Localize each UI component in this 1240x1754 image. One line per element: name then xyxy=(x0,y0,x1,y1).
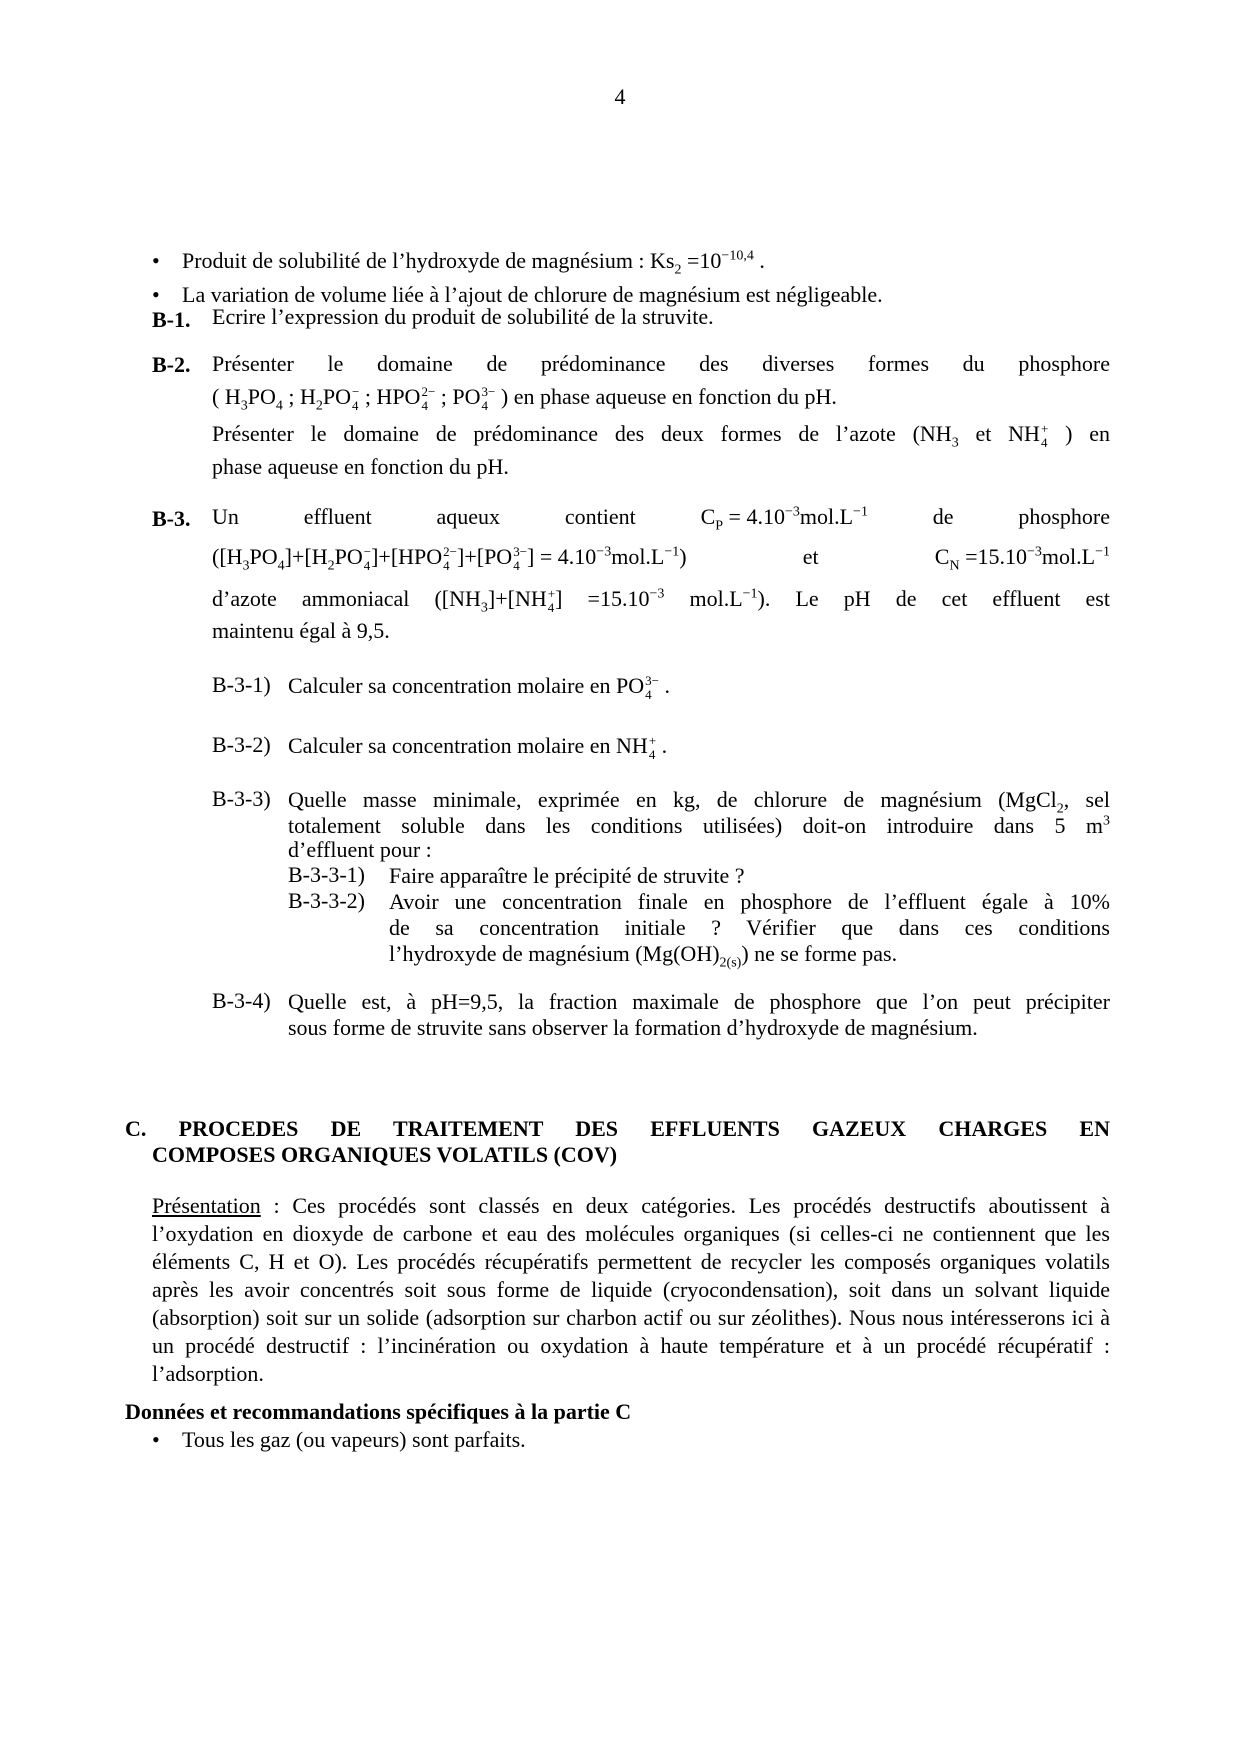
question-label-b1: B-1. xyxy=(152,307,191,332)
b2-line-4: phase aqueuse en fonction du pH. xyxy=(212,454,509,479)
b3-4-line-2: sous forme de struvite sans observer la formation d’hydroxyde de magnésium. xyxy=(288,1015,978,1040)
b3-4-line-1: Quelle est, à pH=9,5, la fraction maximale de phosphore que l’on peut précipiter xyxy=(288,989,1110,1014)
formula-nh4: NH + 4 . xyxy=(616,732,668,762)
b3-line-2: ($[H_3PO_4]+[H_2PO$ − 4 ]+[HPO 2− 4 ]+[PO 3− 4 ] = $4.10^{-3}mol.L^{-1}$) et $C_N =15.10^{-3}mol.L^{-1}$ xyxy=(212,540,1110,574)
question-label-b3-4: B-3-4) xyxy=(212,988,271,1013)
b3-3-line-2: totalement soluble dans les conditions utilisées) doit-on introduire dans 5 $m^3$ xyxy=(288,813,1110,838)
formula-ks2: $Ks_2 =10^{-10,4}$ . xyxy=(650,248,765,278)
question-label-b3-3-2: B-3-3-2) xyxy=(288,888,365,913)
page-number: 4 xyxy=(614,84,626,109)
question-text-b1: Ecrire l’expression du produit de solubilité de la struvite. xyxy=(212,304,714,329)
question-label-b3-1: B-3-1) xyxy=(212,672,271,697)
b2-line-2: ( $H_3PO_4$ ; $H_2PO$ − 4 ; HPO 2− 4 ; PO 3− 4 ) en phase aqueuse en fonction du pH. xyxy=(212,383,837,414)
question-label-b3-3: B-3-3) xyxy=(212,786,271,811)
bullet-dot: • xyxy=(152,1427,160,1452)
b3-line-3: d’azote ammoniacal ($[NH_3]+[NH$ + 4 ] $=15.10^{-3}$ $mol.L^{-1}$). Le pH de cet effluent est xyxy=(212,585,1110,616)
b3-3-2-line-1: Avoir une concentration finale en phosphore de l’effluent égale à 10% xyxy=(389,889,1110,914)
b3-3-line-3: d’effluent pour : xyxy=(288,837,432,862)
formula-phosphorus-sum: ($[H_3PO_4]+[H_2PO$ − 4 ]+[HPO 2− 4 ]+[PO 3− 4 ] = $4.10^{-3}mol.L^{-1}$) xyxy=(212,543,687,574)
b3-line-4: maintenu égal à 9,5. xyxy=(212,618,390,643)
data-section-title: Données et recommandations spécifiques à la partie C xyxy=(125,1399,632,1424)
section-c-title-line-2: COMPOSES ORGANIQUES VOLATILS (COV) xyxy=(152,1142,618,1167)
bullet-text: La variation de volume liée à l’ajout de chlorure de magnésium est négligeable. xyxy=(182,282,883,307)
b2-line-3: Présenter le domaine de prédominance des deux formes de l’azote ($NH_3$ et NH + 4 ) en xyxy=(212,420,1110,451)
question-label-b3-2: B-3-2) xyxy=(212,732,271,757)
presentation-text: : Ces procédés sont classés en deux catégories. Les procédés destructifs aboutissent à l’oxydation en dioxyde de carbone et eau des molécules organiques (si celles-ci ne contiennent que les éléments C, H et O). Les procédés récupératifs permettent de recycler les composés organiques volatils après les avoir concentrés soit sous forme de liquide (cryocondensation), soit dans un solvant liquide (absorption) soit sur un solide (adsorption sur charbon actif ou sur zéolithes). Nous nous intéresserons ici à un procédé destructif : l’incinération ou oxydation à haute température et à un procédé récupératif : l’adsorption. xyxy=(152,1193,1110,1386)
question-text-b3-1: Calculer sa concentration molaire en PO 3− 4 . xyxy=(288,672,670,702)
b3-3-2-line-2: de sa concentration initiale ? Vérifier que dans ces conditions xyxy=(389,915,1110,940)
formula-po4: PO 3− 4 . xyxy=(616,672,670,702)
formula-phosphorus-species: ( $H_3PO_4$ ; $H_2PO$ − 4 ; HPO 2− 4 ; PO 3− 4 ) xyxy=(212,383,509,414)
bullet-dot: • xyxy=(152,282,160,307)
b3-3-2-line-3: l’hydroxyde de magnésium $(Mg(OH)_{2(s)})$ ne se forme pas. xyxy=(389,941,898,971)
question-text-b3-3-1: Faire apparaître le précipité de struvite ? xyxy=(389,863,745,888)
section-c-title-line-1: C. PROCEDES DE TRAITEMENT DES EFFLUENTS GAZEUX CHARGES EN xyxy=(125,1116,1110,1141)
question-label-b3-3-1: B-3-3-1) xyxy=(288,862,365,887)
question-label-b2: B-2. xyxy=(152,352,191,377)
formula-cp: $C_P = 4.10^{-3}mol.L^{-1}$ xyxy=(700,504,868,534)
b3-3-line-1: Quelle masse minimale, exprimée en kg, de chlorure de magnésium (MgCl$_2$, sel xyxy=(288,787,1110,817)
question-text-b3-2: Calculer sa concentration molaire en NH + 4 . xyxy=(288,732,668,762)
presentation-paragraph xyxy=(152,1192,1110,1388)
presentation-label: Présentation xyxy=(152,1193,261,1218)
bullet-text: Tous les gaz (ou vapeurs) sont parfaits. xyxy=(182,1427,526,1452)
bullet-dot: • xyxy=(152,248,160,273)
formula-nitrogen-sum: $[NH_3]+[NH$ + 4 ] $=15.10^{-3}$ $mol.L^{-1}$ xyxy=(441,585,758,616)
bullet-text: Produit de solubilité de l’hydroxyde de magnésium : xyxy=(182,248,651,273)
question-label-b3: B-3. xyxy=(152,506,191,531)
b2-line-1: Présenter le domaine de prédominance des diverses formes du phosphore xyxy=(212,351,1110,376)
formula-cn: $C_N =15.10^{-3}mol.L^{-1}$ xyxy=(934,544,1110,574)
b3-line-1: Un effluent aqueux contient $C_P = 4.10^{-3}mol.L^{-1}$ de phosphore xyxy=(212,500,1110,534)
